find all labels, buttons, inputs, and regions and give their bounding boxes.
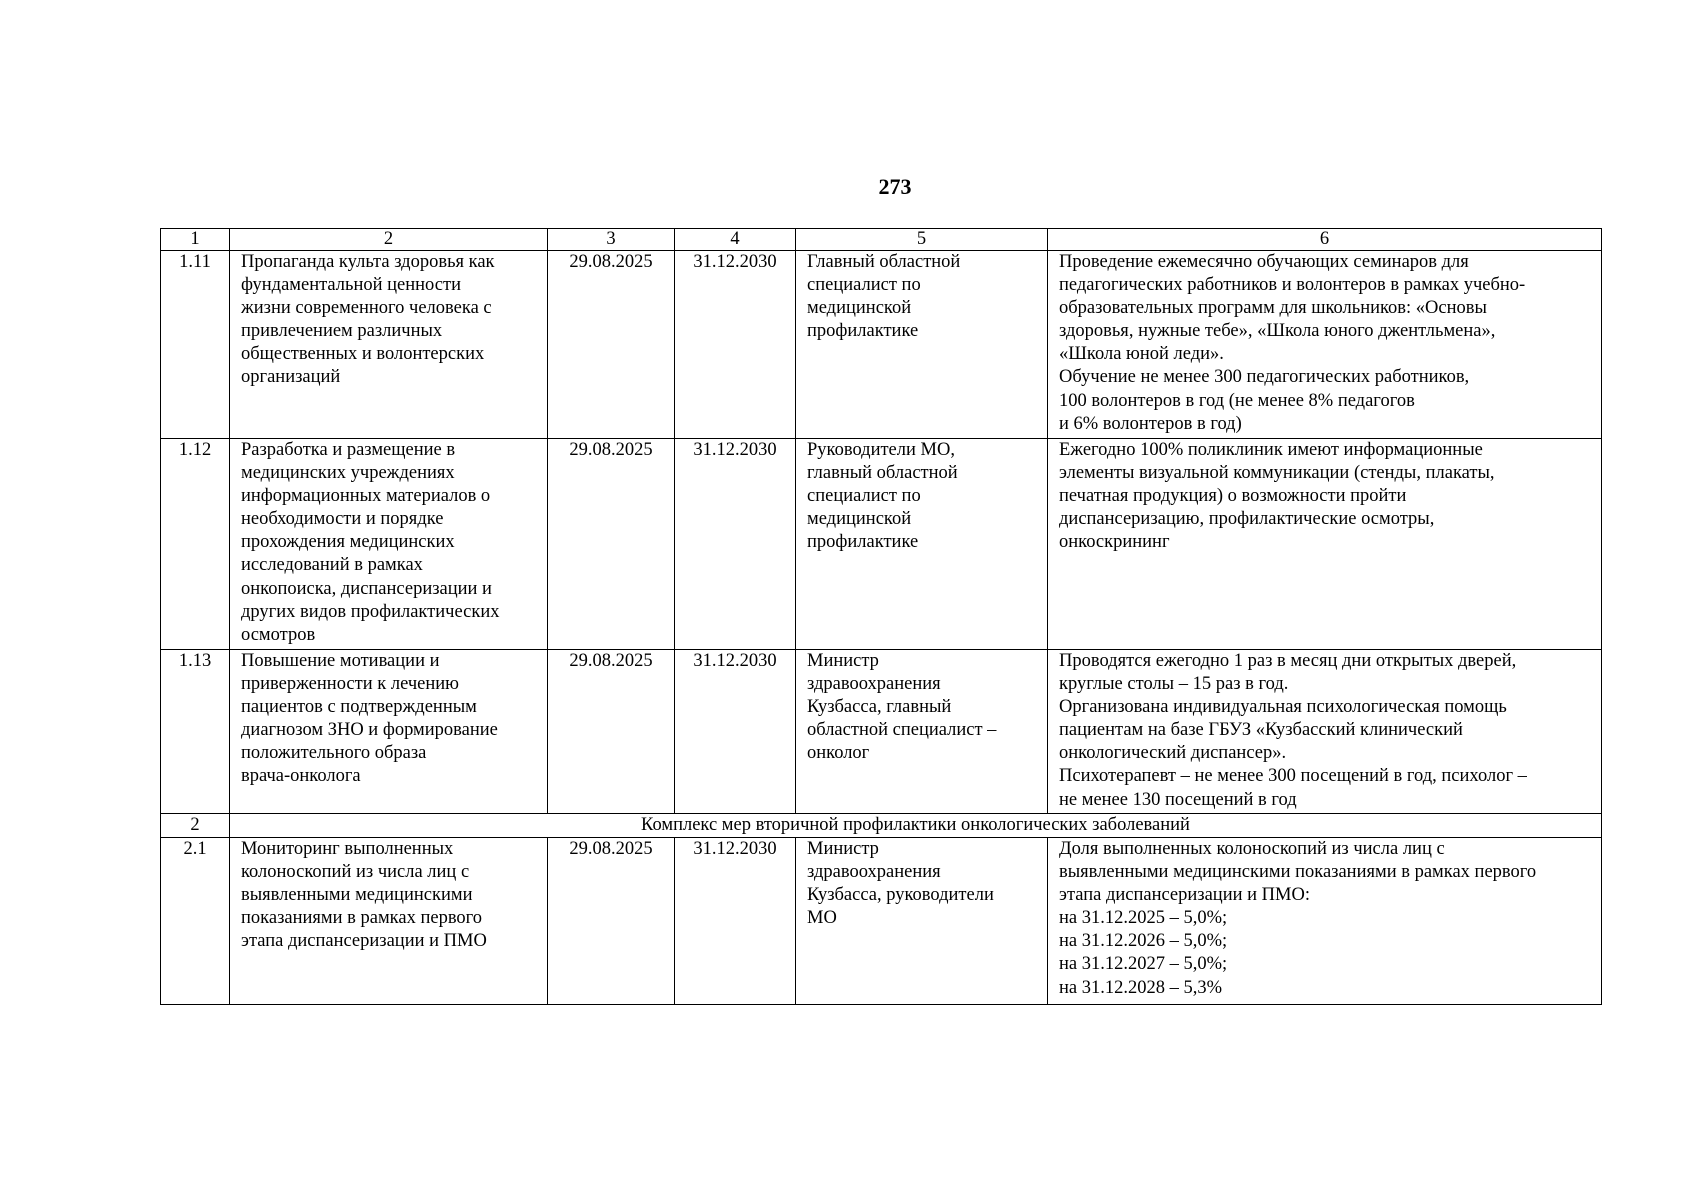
end-date: 31.12.2030 bbox=[675, 838, 796, 1005]
column-number-4: 4 bbox=[675, 229, 796, 251]
measure-text: Мониторинг выполненных колоноскопий из числа лиц с выявленными медицинскими показаниями в рамках первого этапа диспансеризации и ПМО bbox=[230, 838, 548, 1005]
result-text: Ежегодно 100% поликлиник имеют информационные элементы визуальной коммуникации (стенды, плакаты, печатная продукция) о возможности пройти диспансеризацию, профилактические осмотры, онкоскрининг bbox=[1048, 439, 1602, 650]
table-row bbox=[161, 838, 1602, 1005]
table-row bbox=[161, 650, 1602, 814]
end-date: 31.12.2030 bbox=[675, 439, 796, 650]
section-title: Комплекс мер вторичной профилактики онкологических заболеваний bbox=[230, 814, 1602, 838]
measure-text: Разработка и размещение в медицинских учреждениях информационных материалов о необходимости и порядке прохождения медицинских исследований в рамках онкопоиска, диспансеризации и других видов профилактических осмотров bbox=[230, 439, 548, 650]
result-text: Проведение ежемесячно обучающих семинаров для педагогических работников и волонтеров в рамках учебно- образовательных программ для школьников: «Основы здоровья, нужные тебе», «Школа юного джентльмена», «Школа юной леди». Обучение не менее 300 педагогических работников, 100 волонтеров в год (не менее 8% педагогов и 6% волонтеров в год) bbox=[1048, 251, 1602, 439]
result-text: Проводятся ежегодно 1 раз в месяц дни открытых дверей, круглые столы – 15 раз в год. Организована индивидуальная психологическая помощь пациентам на базе ГБУЗ «Кузбасский клинический онкологический диспансер». Психотерапевт – не менее 300 посещений в год, психолог – не менее 130 посещений в год bbox=[1048, 650, 1602, 814]
table-row bbox=[161, 439, 1602, 650]
table-header-row bbox=[161, 229, 1602, 251]
responsible-text: Главный областной специалист по медицинской профилактике bbox=[796, 251, 1048, 439]
column-number-6: 6 bbox=[1048, 229, 1602, 251]
start-date: 29.08.2025 bbox=[548, 439, 675, 650]
table-row bbox=[161, 251, 1602, 439]
measure-text: Пропаганда культа здоровья как фундаментальной ценности жизни современного человека с привлечением различных общественных и волонтерских организаций bbox=[230, 251, 548, 439]
column-number-5: 5 bbox=[796, 229, 1048, 251]
row-number: 1.12 bbox=[161, 439, 230, 650]
column-number-2: 2 bbox=[230, 229, 548, 251]
section-number: 2 bbox=[161, 814, 230, 838]
responsible-text: Министр здравоохранения Кузбасса, руководители МО bbox=[796, 838, 1048, 1005]
responsible-text: Министр здравоохранения Кузбасса, главный областной специалист – онколог bbox=[796, 650, 1048, 814]
row-number: 1.11 bbox=[161, 251, 230, 439]
end-date: 31.12.2030 bbox=[675, 650, 796, 814]
start-date: 29.08.2025 bbox=[548, 251, 675, 439]
start-date: 29.08.2025 bbox=[548, 838, 675, 1005]
start-date: 29.08.2025 bbox=[548, 650, 675, 814]
result-text: Доля выполненных колоноскопий из числа лиц с выявленными медицинскими показаниями в рамках первого этапа диспансеризации и ПМО: на 31.12.2025 – 5,0%; на 31.12.2026 – 5,0%; на 31.12.2027 – 5,0%; на 31.12.2028 – 5,3% bbox=[1048, 838, 1602, 1005]
row-number: 1.13 bbox=[161, 650, 230, 814]
column-number-3: 3 bbox=[548, 229, 675, 251]
measures-table bbox=[160, 228, 1602, 1005]
responsible-text: Руководители МО, главный областной специалист по медицинской профилактике bbox=[796, 439, 1048, 650]
section-row bbox=[161, 814, 1602, 838]
end-date: 31.12.2030 bbox=[675, 251, 796, 439]
column-number-1: 1 bbox=[161, 229, 230, 251]
page-number: 273 bbox=[878, 174, 912, 199]
row-number: 2.1 bbox=[161, 838, 230, 1005]
measure-text: Повышение мотивации и приверженности к лечению пациентов с подтвержденным диагнозом ЗНО и формирование положительного образа врача-онколога bbox=[230, 650, 548, 814]
